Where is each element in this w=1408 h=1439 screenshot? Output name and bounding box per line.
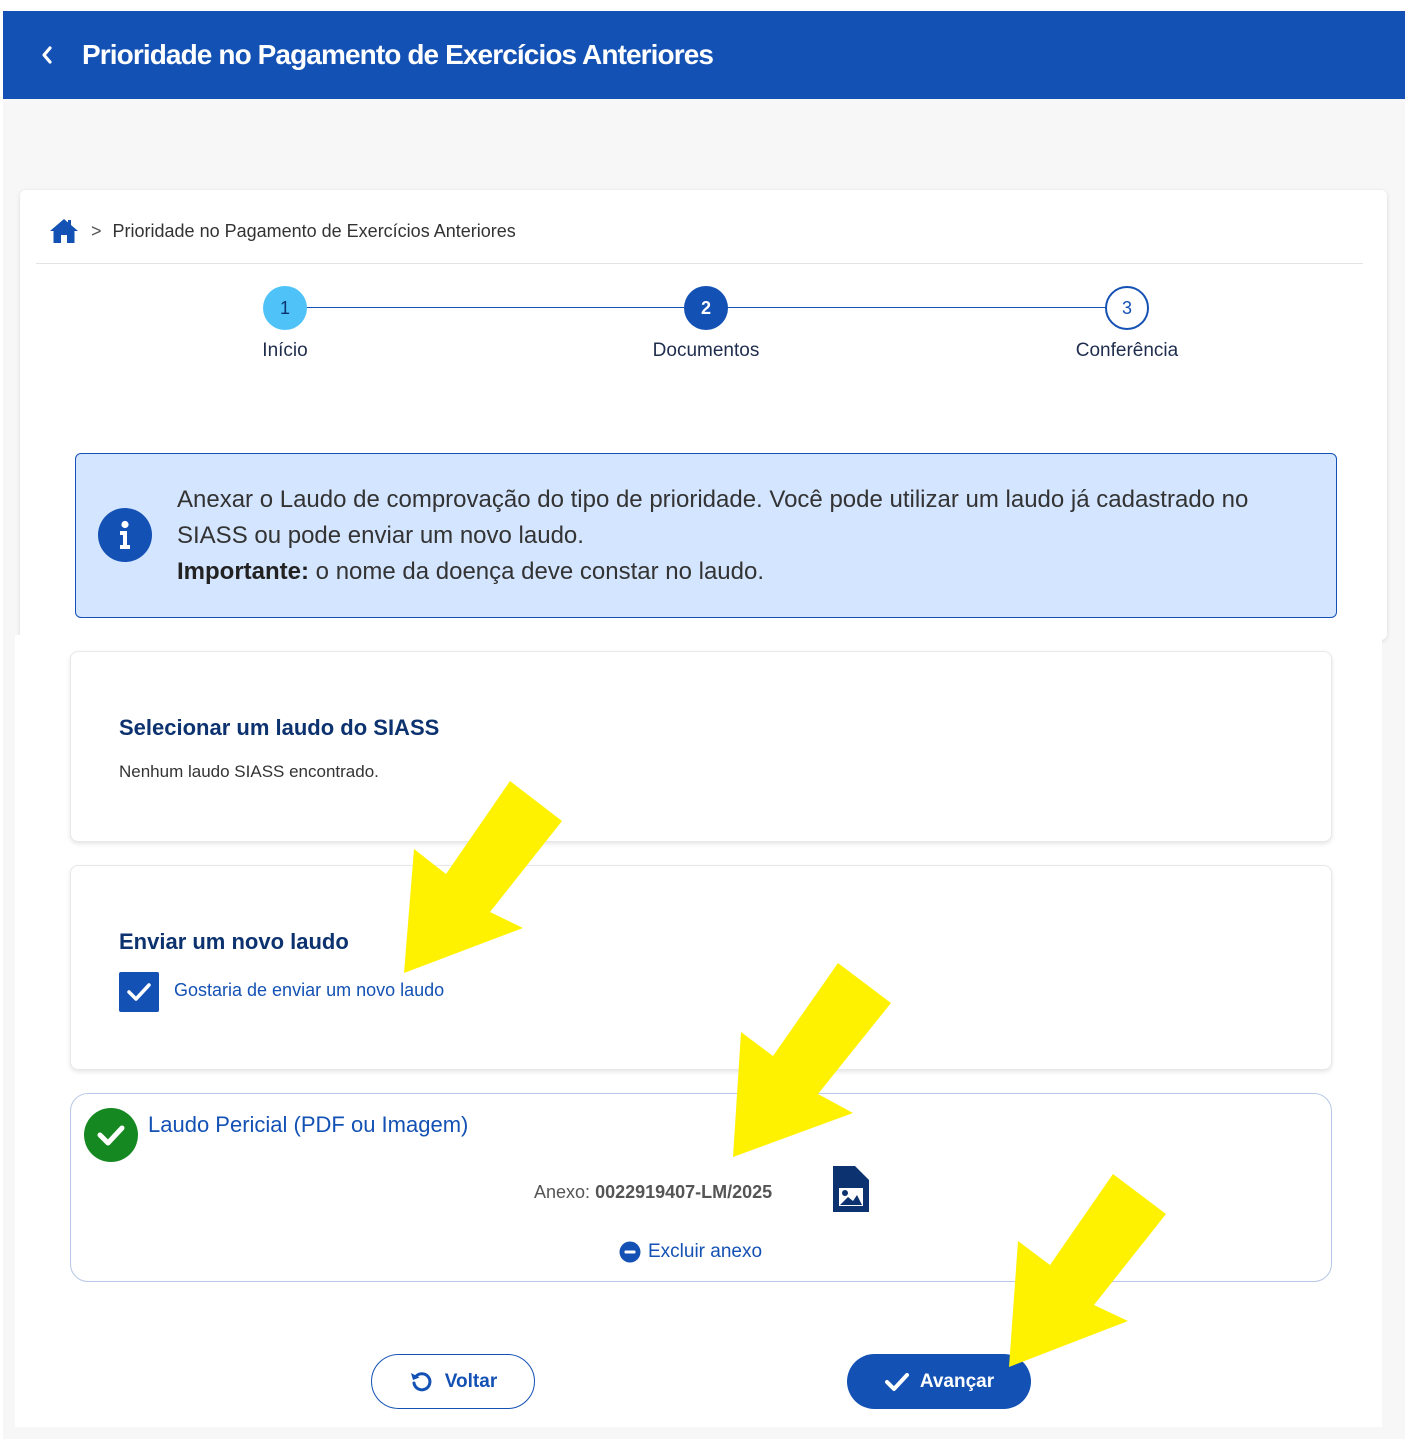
attachment-prefix: Anexo: — [534, 1182, 591, 1202]
next-button[interactable] — [847, 1354, 1031, 1409]
check-icon — [884, 1371, 910, 1393]
breadcrumb-current: Prioridade no Pagamento de Exercícios Anteriores — [112, 220, 516, 241]
info-icon — [98, 508, 152, 562]
breadcrumb — [49, 213, 516, 249]
upload-panel — [70, 1093, 1332, 1282]
remove-attachment-label: Excluir anexo — [648, 1241, 763, 1262]
siass-empty-message: Nenhum laudo SIASS encontrado. — [119, 762, 379, 781]
breadcrumb-separator: > — [91, 220, 102, 241]
siass-panel — [70, 651, 1332, 842]
attachment-info — [534, 1182, 772, 1203]
back-chevron-icon[interactable] — [29, 35, 65, 75]
step-3-label: Conferência — [1075, 340, 1179, 361]
new-report-checkbox-label[interactable]: Gostaria de enviar um novo laudo — [174, 980, 445, 1000]
checkmark-icon — [126, 982, 152, 1002]
step-2-circle[interactable]: 2 — [684, 286, 728, 330]
new-report-checkbox[interactable] — [119, 972, 159, 1012]
breadcrumb-divider — [36, 263, 1363, 264]
next-button-label: Avançar — [919, 1370, 995, 1392]
remove-attachment-link[interactable] — [619, 1241, 762, 1263]
step-connector-1 — [307, 307, 685, 308]
info-text — [177, 482, 1317, 590]
step-1-circle[interactable]: 1 — [263, 286, 307, 330]
new-report-panel — [70, 865, 1332, 1070]
siass-title: Selecionar um laudo do SIASS — [119, 715, 440, 740]
home-icon[interactable] — [49, 218, 79, 244]
step-2-label: Documentos — [652, 340, 760, 361]
attachment-code: 0022919407-LM/2025 — [595, 1182, 773, 1202]
info-important-label: Importante: — [177, 558, 309, 585]
back-button[interactable] — [371, 1354, 535, 1409]
upload-title: Laudo Pericial (PDF ou Imagem) — [148, 1112, 469, 1137]
info-alert — [75, 453, 1337, 618]
step-3-circle[interactable]: 3 — [1105, 286, 1149, 330]
step-connector-2 — [728, 307, 1106, 308]
file-image-icon[interactable] — [831, 1164, 871, 1214]
back-button-label: Voltar — [444, 1370, 498, 1392]
minus-circle-icon — [619, 1241, 641, 1263]
info-message: Anexar o Laudo de comprovação do tipo de prioridade. Você pode utilizar um laudo já cadastrado no SIASS ou pode enviar um novo laudo. — [177, 486, 1249, 549]
info-important-text: o nome da doença deve constar no laudo. — [315, 558, 764, 585]
check-circle-icon — [84, 1108, 138, 1162]
page-title: Prioridade no Pagamento de Exercícios Anteriores — [82, 39, 714, 70]
app-header — [3, 11, 1405, 99]
step-1-label: Início — [262, 340, 308, 361]
new-report-title: Enviar um novo laudo — [119, 929, 349, 954]
undo-icon — [409, 1369, 435, 1395]
